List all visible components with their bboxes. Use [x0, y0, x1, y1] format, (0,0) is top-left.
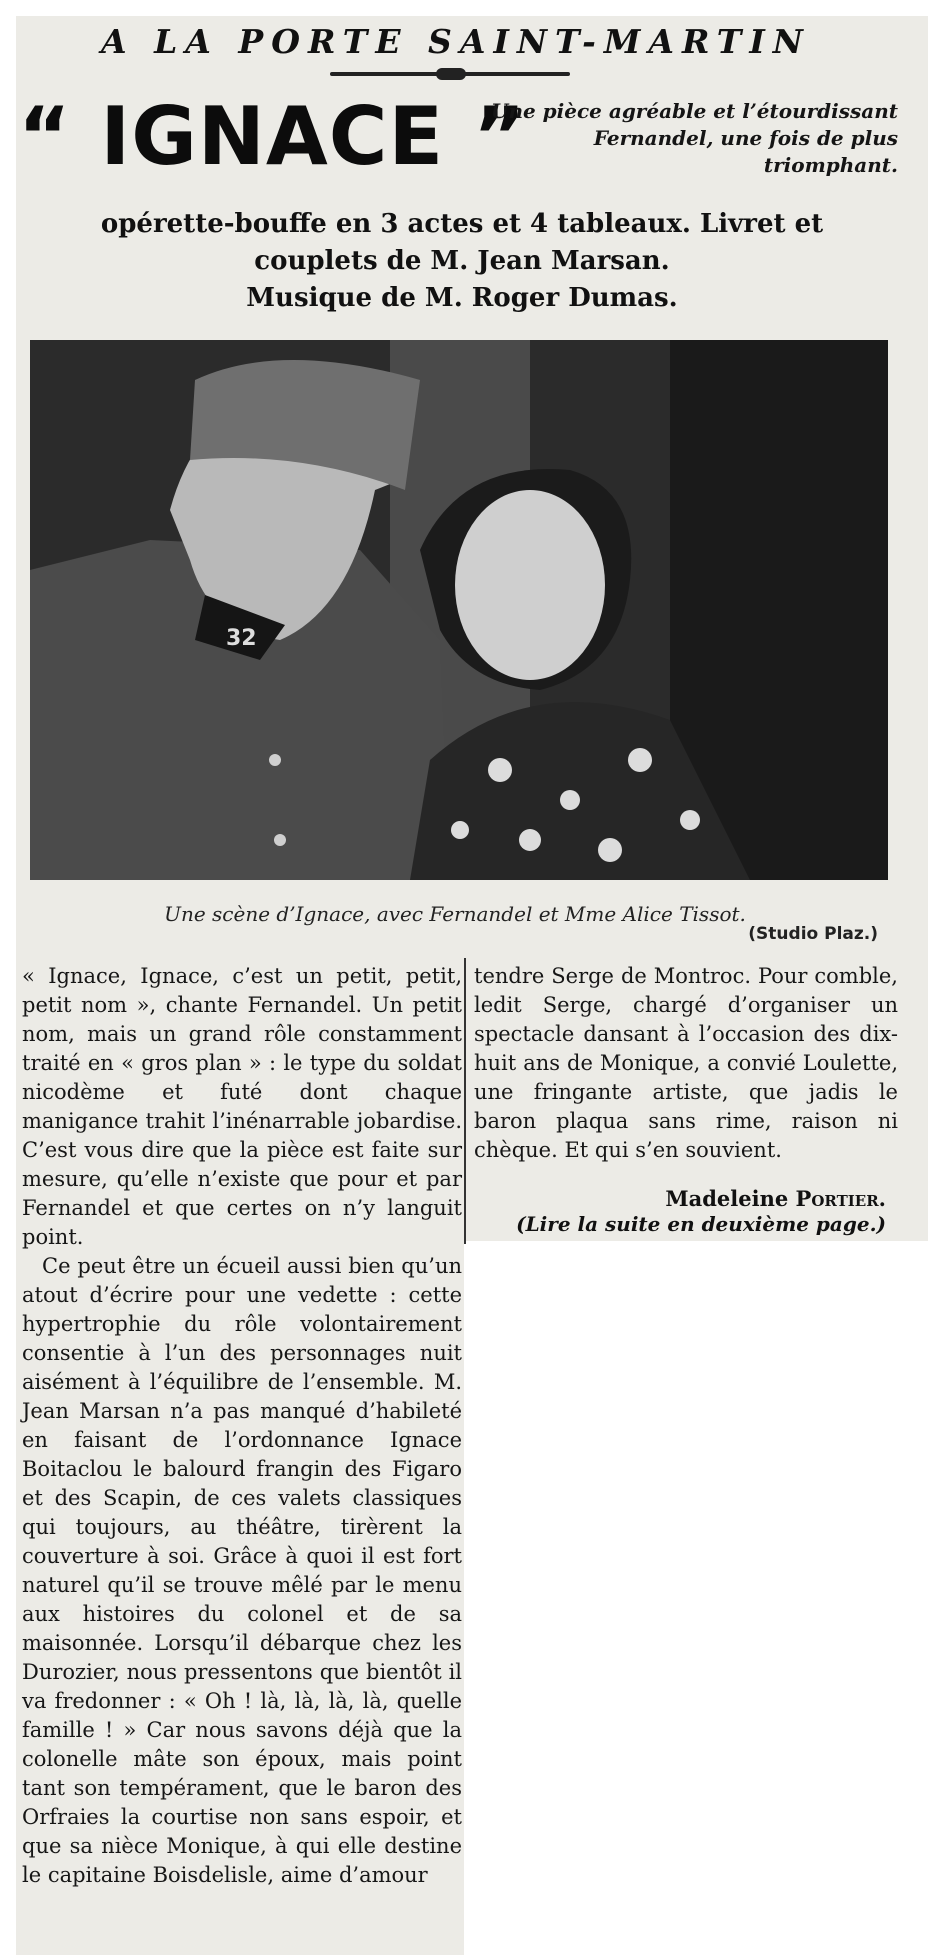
subhead-line-3: Musique de M. Roger Dumas.	[246, 283, 678, 313]
column-divider	[464, 958, 466, 1244]
photo-caption: Une scène d’Ignace, avec Fernandel et Mme Alice Tissot.	[164, 902, 746, 926]
author-signature	[474, 1186, 886, 1211]
ornamental-rule-center	[436, 68, 466, 80]
author-last-name: Portier.	[795, 1186, 886, 1211]
subhead	[22, 206, 902, 317]
paragraph-3: tendre Serge de Montroc. Pour comble, ledit Serge, chargé d’organiser un spectacle dansant à l’occasion des dix-huit ans de Monique, a convié Loulette, une fringante artiste, que jadis le baron plaqua sans rime, raison ni chèque. Et qui s’en souvient.	[474, 964, 898, 1162]
subhead-line-1: opérette-bouffe en 3 actes et 4 tableaux. Livret et	[100, 209, 824, 239]
article-photo	[30, 340, 888, 880]
continued-note: (Lire la suite en deuxième page.)	[516, 1212, 886, 1236]
section-kicker: A LA PORTE SAINT-MARTIN	[101, 22, 811, 61]
deck-text: Une pièce agréable et l’étourdissant Fernandel, une fois de plus triomphant.	[491, 99, 898, 177]
photo-illustration	[30, 340, 888, 880]
article-column-left	[22, 962, 462, 1890]
paragraph-2: Ce peut être un écueil aussi bien qu’un atout d’écrire pour une vedette : cette hypertrophie du rôle volontairement consentie à l’un des personnages nuit aisément à l’équilibre de l’ensemble. M. Jean Marsan n’a pas manqué d’habileté en faisant de l’ordonnance Ignace Boitaclou le balourd frangin des Figaro et des Scapin, de ces valets classiques qui toujours, au théâtre, tirèrent la couverture à soi. Grâce à quoi il est fort naturel qu’il se trouve mêlé par le menu aux histoires du colonel et de sa maisonnée. Lorsqu’il débarque chez les Durozier, nous pressentons que bientôt il va fredonner : « Oh ! là, là, là, là, quelle famille ! » Car nous savons déjà que la colonelle mâte son époux, mais point tant son tempérament, que le baron des Orfraies la courtise non sans espoir, et que sa nièce Monique, à qui elle destine le capitaine Boisdelisle, aime d’amour	[22, 1254, 462, 1887]
collar-badge: 32	[226, 626, 257, 651]
photo-credit: (Studio Plaz.)	[748, 924, 878, 944]
headline: “ IGNACE ”	[18, 90, 527, 183]
author-first-name: Madeleine	[665, 1186, 789, 1211]
subhead-line-2: couplets de M. Jean Marsan.	[254, 246, 670, 276]
article-column-right	[474, 962, 898, 1165]
paragraph-1: « Ignace, Ignace, c’est un petit, petit, petit nom », chante Fernandel. Un petit nom, mais un grand rôle constamment traité en « gros plan » : le type du soldat nicodème et futé dont chaque manigance trahit l’inénarrable jobardise. C’est vous dire que la pièce est faite sur mesure, qu’elle n’existe que pour et par Fernandel et que certes on n’y languit point.	[22, 964, 462, 1249]
